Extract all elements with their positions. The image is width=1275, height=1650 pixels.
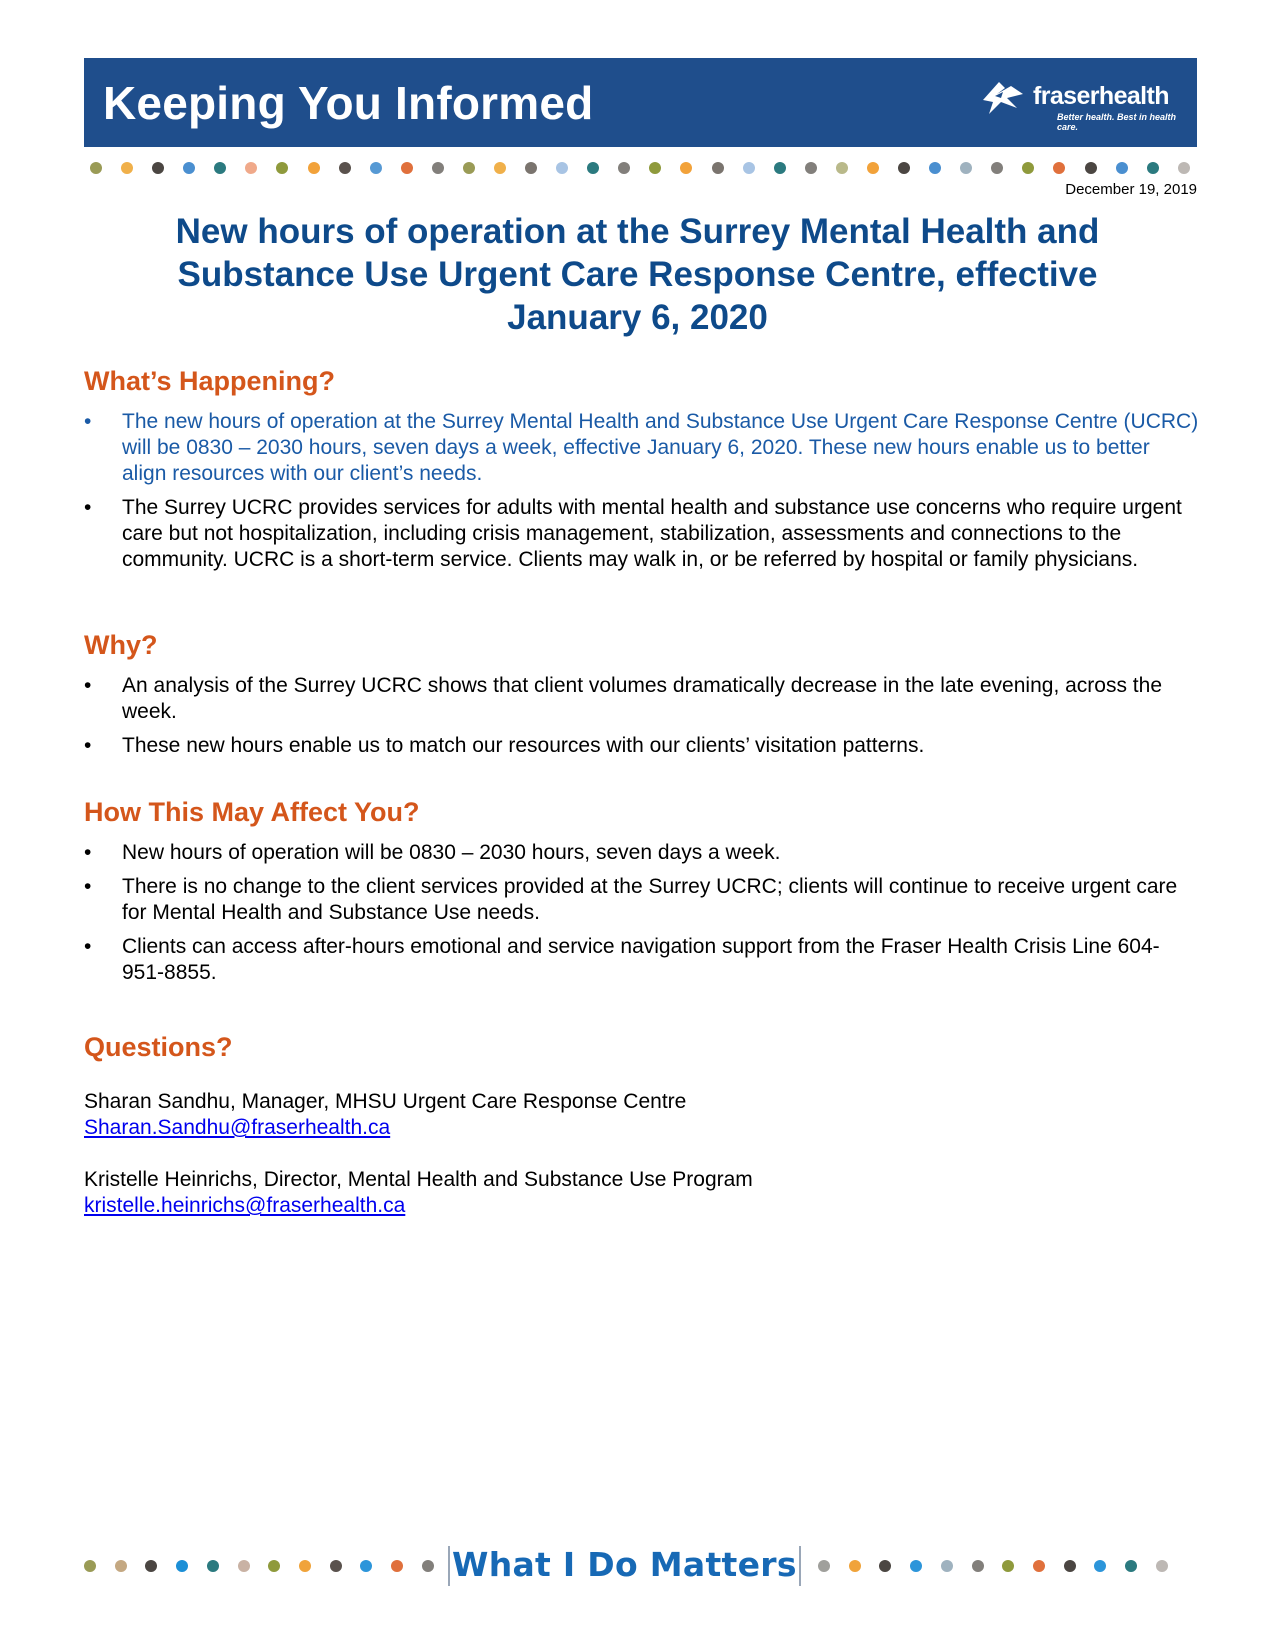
decorative-dot [618, 162, 630, 174]
section-how-this-may-affect-you [84, 797, 1199, 994]
decorative-dot [152, 162, 164, 174]
decorative-dot [867, 162, 879, 174]
decorative-dot [556, 162, 568, 174]
contact-name: Sharan Sandhu, Manager, MHSU Urgent Care Response Centre [84, 1090, 687, 1113]
bullet-list [84, 409, 1199, 573]
bullet-icon: • [84, 496, 92, 519]
decorative-dot [1178, 162, 1190, 174]
decorative-dot [84, 1560, 96, 1572]
decorative-dot [90, 162, 102, 174]
contact-email-link[interactable]: Sharan.Sandhu@fraserhealth.ca [84, 1116, 391, 1139]
section-why [84, 630, 1199, 767]
list-item [84, 673, 1199, 725]
decorative-dot-row [90, 162, 1190, 174]
decorative-dot [818, 1560, 830, 1572]
decorative-dot [1033, 1560, 1045, 1572]
decorative-dot [743, 162, 755, 174]
section-heading: Why? [84, 630, 158, 660]
decorative-dot [525, 162, 537, 174]
decorative-dot [183, 162, 195, 174]
decorative-dot [1022, 162, 1034, 174]
header-banner [84, 58, 1197, 147]
footer-tagline: What I Do Matters [448, 1546, 801, 1586]
list-item [84, 874, 1199, 926]
contact-name: Kristelle Heinrichs, Director, Mental Health and Substance Use Program [84, 1168, 753, 1191]
banner-title: Keeping You Informed [103, 77, 594, 129]
decorative-dot [370, 162, 382, 174]
decorative-dot [463, 162, 475, 174]
decorative-dot [1085, 162, 1097, 174]
bullet-icon: • [84, 410, 92, 433]
list-item-text: These new hours enable us to match our resources with our clients’ visitation patterns. [122, 734, 925, 757]
decorative-dot [268, 1560, 280, 1572]
list-item-text: An analysis of the Surrey UCRC shows that client volumes dramatically decrease in the late evening, across the week. [122, 674, 1162, 723]
bullet-list [84, 840, 1199, 986]
decorative-dot [849, 1560, 861, 1572]
decorative-dot [587, 162, 599, 174]
decorative-dot [121, 162, 133, 174]
decorative-dot [401, 162, 413, 174]
decorative-dot [929, 162, 941, 174]
decorative-dot [299, 1560, 311, 1572]
decorative-dot [1064, 1560, 1076, 1572]
section-whats-happening [84, 366, 1199, 581]
decorative-dot [680, 162, 692, 174]
decorative-dot [360, 1560, 372, 1572]
footer [84, 1546, 1194, 1586]
decorative-dot [1125, 1560, 1137, 1572]
decorative-dot [1094, 1560, 1106, 1572]
page-title: New hours of operation at the Surrey Mental Health and Substance Use Urgent Care Response Centre, effective January 6, 2020 [175, 212, 1100, 337]
list-item-text: The new hours of operation at the Surrey Mental Health and Substance Use Urgent Care Response Centre (UCRC) will be 0830 – 2030 hours, seven days a week, effective January 6, 2020. These new hours enable us to better align resources with our client’s needs. [122, 410, 1199, 485]
list-item [84, 934, 1199, 986]
decorative-dot [1002, 1560, 1014, 1572]
decorative-dot [805, 162, 817, 174]
list-item-text: There is no change to the client services provided at the Surrey UCRC; clients will continue to receive urgent care for Mental Health and Substance Use needs. [122, 875, 1178, 924]
decorative-dot [432, 162, 444, 174]
decorative-dot [1116, 162, 1128, 174]
bullet-icon: • [84, 674, 92, 697]
list-item [84, 840, 1199, 866]
decorative-dot-row [84, 1560, 434, 1572]
decorative-dot [214, 162, 226, 174]
logo-name: fraserhealth [1033, 82, 1169, 110]
decorative-dot [276, 162, 288, 174]
section-heading: How This May Affect You? [84, 797, 420, 827]
decorative-dot [972, 1560, 984, 1572]
decorative-dot [991, 162, 1003, 174]
list-item [84, 495, 1199, 573]
decorative-dot [145, 1560, 157, 1572]
bullet-icon: • [84, 841, 92, 864]
decorative-dot [712, 162, 724, 174]
decorative-dot [960, 162, 972, 174]
decorative-dot [115, 1560, 127, 1572]
decorative-dot [1053, 162, 1065, 174]
logo-tagline: Better health. Best in health care. [1057, 112, 1177, 132]
contact-block [84, 1167, 1199, 1219]
bullet-icon: • [84, 935, 92, 958]
bullet-icon: • [84, 875, 92, 898]
decorative-dot [649, 162, 661, 174]
decorative-dot [494, 162, 506, 174]
section-questions [84, 1032, 1199, 1245]
decorative-dot-row [818, 1560, 1168, 1572]
decorative-dot [1156, 1560, 1168, 1572]
section-heading: What’s Happening? [84, 366, 335, 396]
list-item-text: The Surrey UCRC provides services for adults with mental health and substance use concerns who require urgent care but not hospitalization, including crisis management, stabilization, assessments and connections to the community. UCRC is a short-term service. Clients may walk in, or be referred by hospital or family physicians. [122, 496, 1182, 571]
decorative-dot [207, 1560, 219, 1572]
decorative-dot [391, 1560, 403, 1572]
decorative-dot [1147, 162, 1159, 174]
list-item [84, 409, 1199, 487]
section-heading: Questions? [84, 1032, 233, 1062]
contact-email-link[interactable]: kristelle.heinrichs@fraserhealth.ca [84, 1194, 406, 1217]
fraserhealth-logo[interactable] [977, 76, 1177, 132]
fraserhealth-emblem-icon [977, 78, 1027, 118]
decorative-dot [879, 1560, 891, 1572]
contact-block [84, 1089, 1199, 1141]
decorative-dot [910, 1560, 922, 1572]
bullet-icon: • [84, 734, 92, 757]
decorative-dot [339, 162, 351, 174]
list-item-text: Clients can access after-hours emotional and service navigation support from the Fraser Health Crisis Line 604-951-8855. [122, 935, 1160, 984]
decorative-dot [176, 1560, 188, 1572]
decorative-dot [238, 1560, 250, 1572]
decorative-dot [941, 1560, 953, 1572]
decorative-dot [898, 162, 910, 174]
decorative-dot [330, 1560, 342, 1572]
decorative-dot [422, 1560, 434, 1572]
decorative-dot [245, 162, 257, 174]
publication-date: December 19, 2019 [1065, 181, 1197, 198]
decorative-dot [774, 162, 786, 174]
bullet-list [84, 673, 1199, 759]
decorative-dot [836, 162, 848, 174]
list-item [84, 733, 1199, 759]
decorative-dot [308, 162, 320, 174]
list-item-text: New hours of operation will be 0830 – 2030 hours, seven days a week. [122, 841, 781, 864]
